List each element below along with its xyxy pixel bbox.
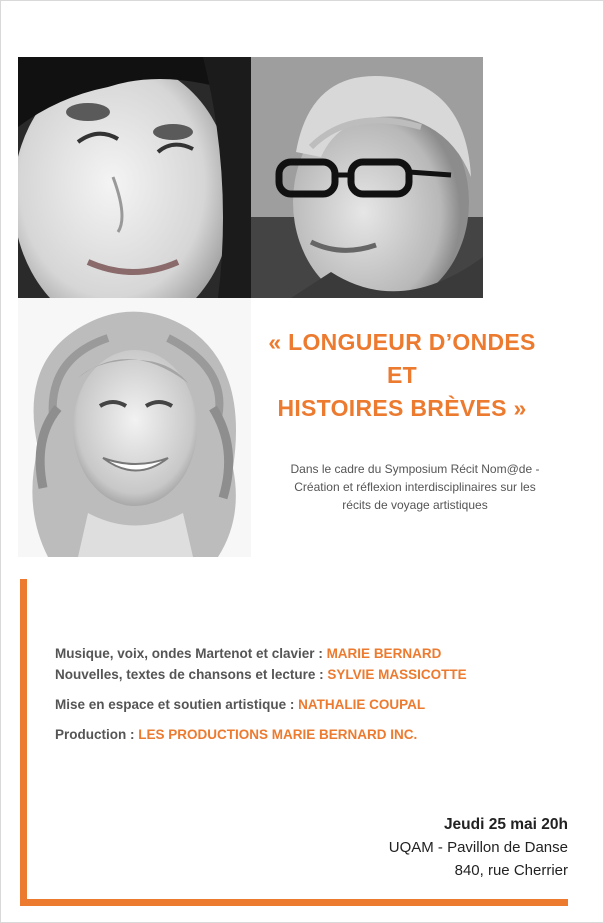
description-line-2: Création et réflexion interdisciplinaires sur les bbox=[294, 480, 536, 494]
portrait-photo-2 bbox=[251, 57, 483, 298]
description-line-1: Dans le cadre du Symposium Récit Nom@de - bbox=[290, 462, 540, 476]
symposium-description bbox=[262, 460, 568, 514]
credits-list bbox=[55, 643, 575, 745]
accent-bar-bottom bbox=[20, 899, 568, 906]
credit-production bbox=[55, 724, 575, 745]
accent-bar-left bbox=[20, 579, 27, 906]
show-title bbox=[251, 326, 553, 425]
credit-name: SYLVIE MASSICOTTE bbox=[327, 667, 467, 682]
credit-name: MARIE BERNARD bbox=[326, 646, 442, 661]
event-address: 840, rue Cherrier bbox=[454, 862, 568, 879]
credit-role: Musique, voix, ondes Martenot et clavier : bbox=[55, 646, 327, 661]
credit-music bbox=[55, 643, 575, 664]
credit-name: LES PRODUCTIONS MARIE BERNARD INC. bbox=[138, 727, 418, 742]
credit-staging bbox=[55, 694, 575, 715]
show-title-line-1: « LONGUEUR D’ONDES bbox=[268, 329, 536, 355]
portrait-photo-3 bbox=[18, 298, 251, 557]
credit-role: Mise en espace et soutien artistique : bbox=[55, 697, 299, 712]
show-title-line-3: HISTOIRES BRÈVES » bbox=[277, 395, 527, 421]
description-line-3: récits de voyage artistiques bbox=[342, 498, 488, 512]
event-date: Jeudi 25 mai 20h bbox=[443, 816, 568, 833]
credit-name: NATHALIE COUPAL bbox=[298, 697, 426, 712]
portrait-photo-1 bbox=[18, 57, 251, 298]
credit-role: Nouvelles, textes de chansons et lecture : bbox=[55, 667, 328, 682]
credit-texts bbox=[55, 664, 575, 685]
credit-role: Production : bbox=[55, 727, 139, 742]
show-title-line-2: ET bbox=[387, 362, 417, 388]
event-venue: UQAM - Pavillon de Danse bbox=[388, 839, 568, 856]
event-info bbox=[389, 813, 568, 882]
